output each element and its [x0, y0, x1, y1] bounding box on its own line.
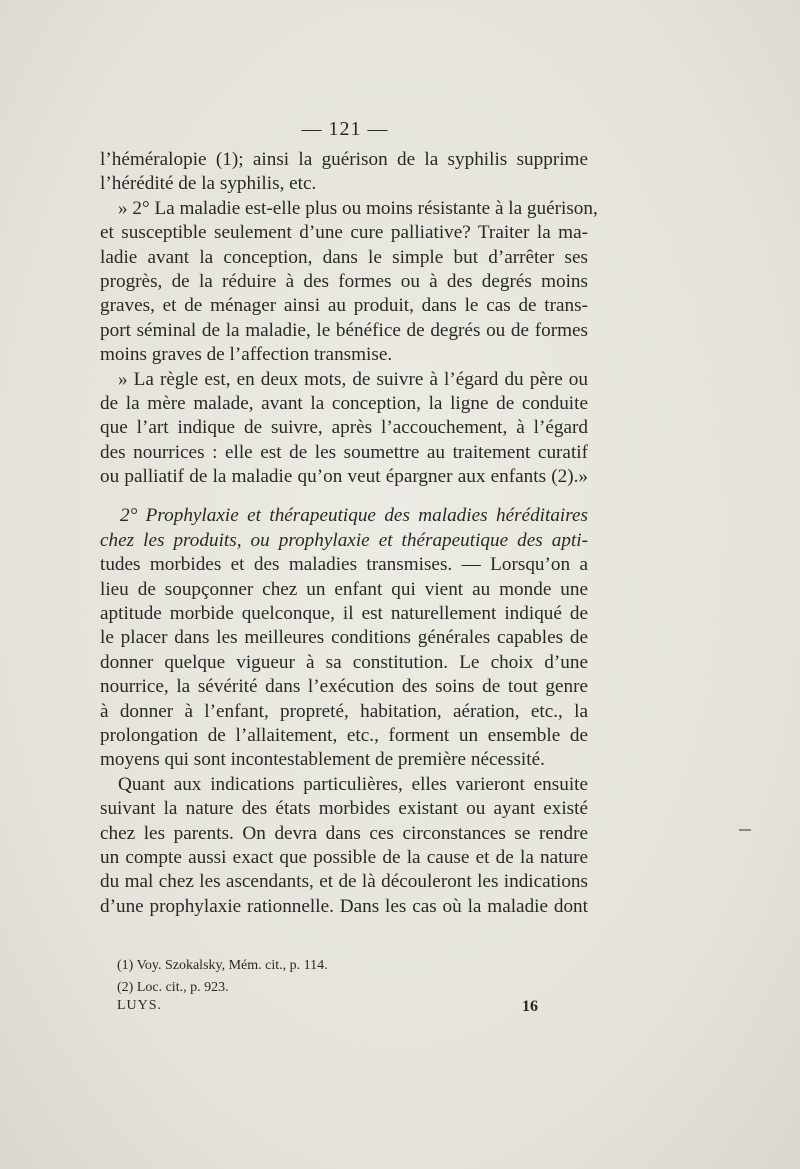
text-line: aptitude morbide quelconque, il est naturellement indiqué de	[100, 603, 588, 625]
text-line: l’héméralopie (1); ainsi la guérison de la syphilis supprime	[100, 149, 588, 170]
text-line: donner quelque vigueur à sa constitution. Le choix d’une	[100, 651, 588, 673]
text-line: » 2° La maladie est-elle plus ou moins résistante à la guérison,	[118, 197, 598, 219]
text-line: que l’art indique de suivre, après l’accouchement, à l’égard	[100, 417, 588, 439]
text-line: du mal chez les ascendants, et de là découleront les indications	[100, 871, 588, 893]
body-text	[100, 148, 598, 919]
text-line: d’une prophylaxie rationnelle. Dans les cas où la maladie dont	[100, 895, 588, 917]
paragraph-gap	[100, 489, 588, 504]
text-line: moyens qui sont incontestablement de première nécessité.	[100, 749, 545, 771]
text-line: » La règle est, en deux mots, de suivre à l’égard du père ou	[118, 368, 588, 390]
text-line: le placer dans les meilleures conditions générales capables de	[100, 627, 588, 649]
text-line: nourrice, la sévérité dans l’exécution des soins de tout genre	[100, 676, 588, 698]
text-line: port séminal de la maladie, le bénéfice de degrés ou de formes	[100, 319, 588, 341]
text-line: chez les parents. On devra dans ces circonstances se rendre	[100, 822, 588, 844]
text-line: ladie avant la conception, dans le simple but d’arrêter ses	[100, 246, 588, 268]
text-line: suivant la nature des états morbides existant ou ayant existé	[100, 798, 588, 820]
text-line: ou palliatif de la maladie qu’on veut épargner aux enfants (2).»	[100, 466, 588, 488]
text-line: des nourrices : elle est de les soumettre au traitement curatif	[100, 441, 588, 463]
text-line: tudes morbides et des maladies transmises. — Lorsqu’on a	[100, 554, 588, 576]
text-line: de la mère malade, avant la conception, la ligne de conduite	[100, 392, 588, 414]
footer-author: LUYS.	[117, 998, 163, 1013]
footnote: (1) Voy. Szokalsky, Mém. cit., p. 114.	[117, 958, 328, 973]
text-line: et susceptible seulement d’une cure palliative? Traiter la ma-	[100, 222, 588, 244]
text-line: lieu de soupçonner chez un enfant qui vient au monde une	[100, 578, 588, 600]
signature-mark: 16	[522, 998, 538, 1015]
text-line: l’hérédité de la syphilis, etc.	[100, 173, 317, 195]
footnote: (2) Loc. cit., p. 923.	[117, 980, 229, 995]
text-line: moins graves de l’affection transmise.	[100, 344, 393, 366]
text-line: un compte aussi exact que possible de la cause et de la nature	[100, 846, 588, 868]
text-line: prolongation de l’allaitement, etc., forment un ensemble de	[100, 724, 588, 746]
page-number: — 121 —	[301, 118, 389, 140]
section-heading-line: chez les produits, ou prophylaxie et thérapeutique des apti-	[100, 529, 588, 551]
footnotes	[117, 955, 587, 999]
text-line: graves, et de ménager ainsi au produit, dans le cas de trans-	[100, 295, 588, 317]
text-line: Quant aux indications particulières, elles varieront ensuite	[118, 773, 588, 795]
margin-mark	[739, 829, 751, 831]
text-line: progrès, de la réduire à des formes ou à des degrés moins	[100, 270, 588, 292]
page-footer	[117, 998, 538, 1016]
text-line: à donner à l’enfant, propreté, habitation, aération, etc., la	[100, 700, 588, 722]
section-heading-line: 2° Prophylaxie et thérapeutique des maladies héréditaires	[120, 505, 588, 527]
